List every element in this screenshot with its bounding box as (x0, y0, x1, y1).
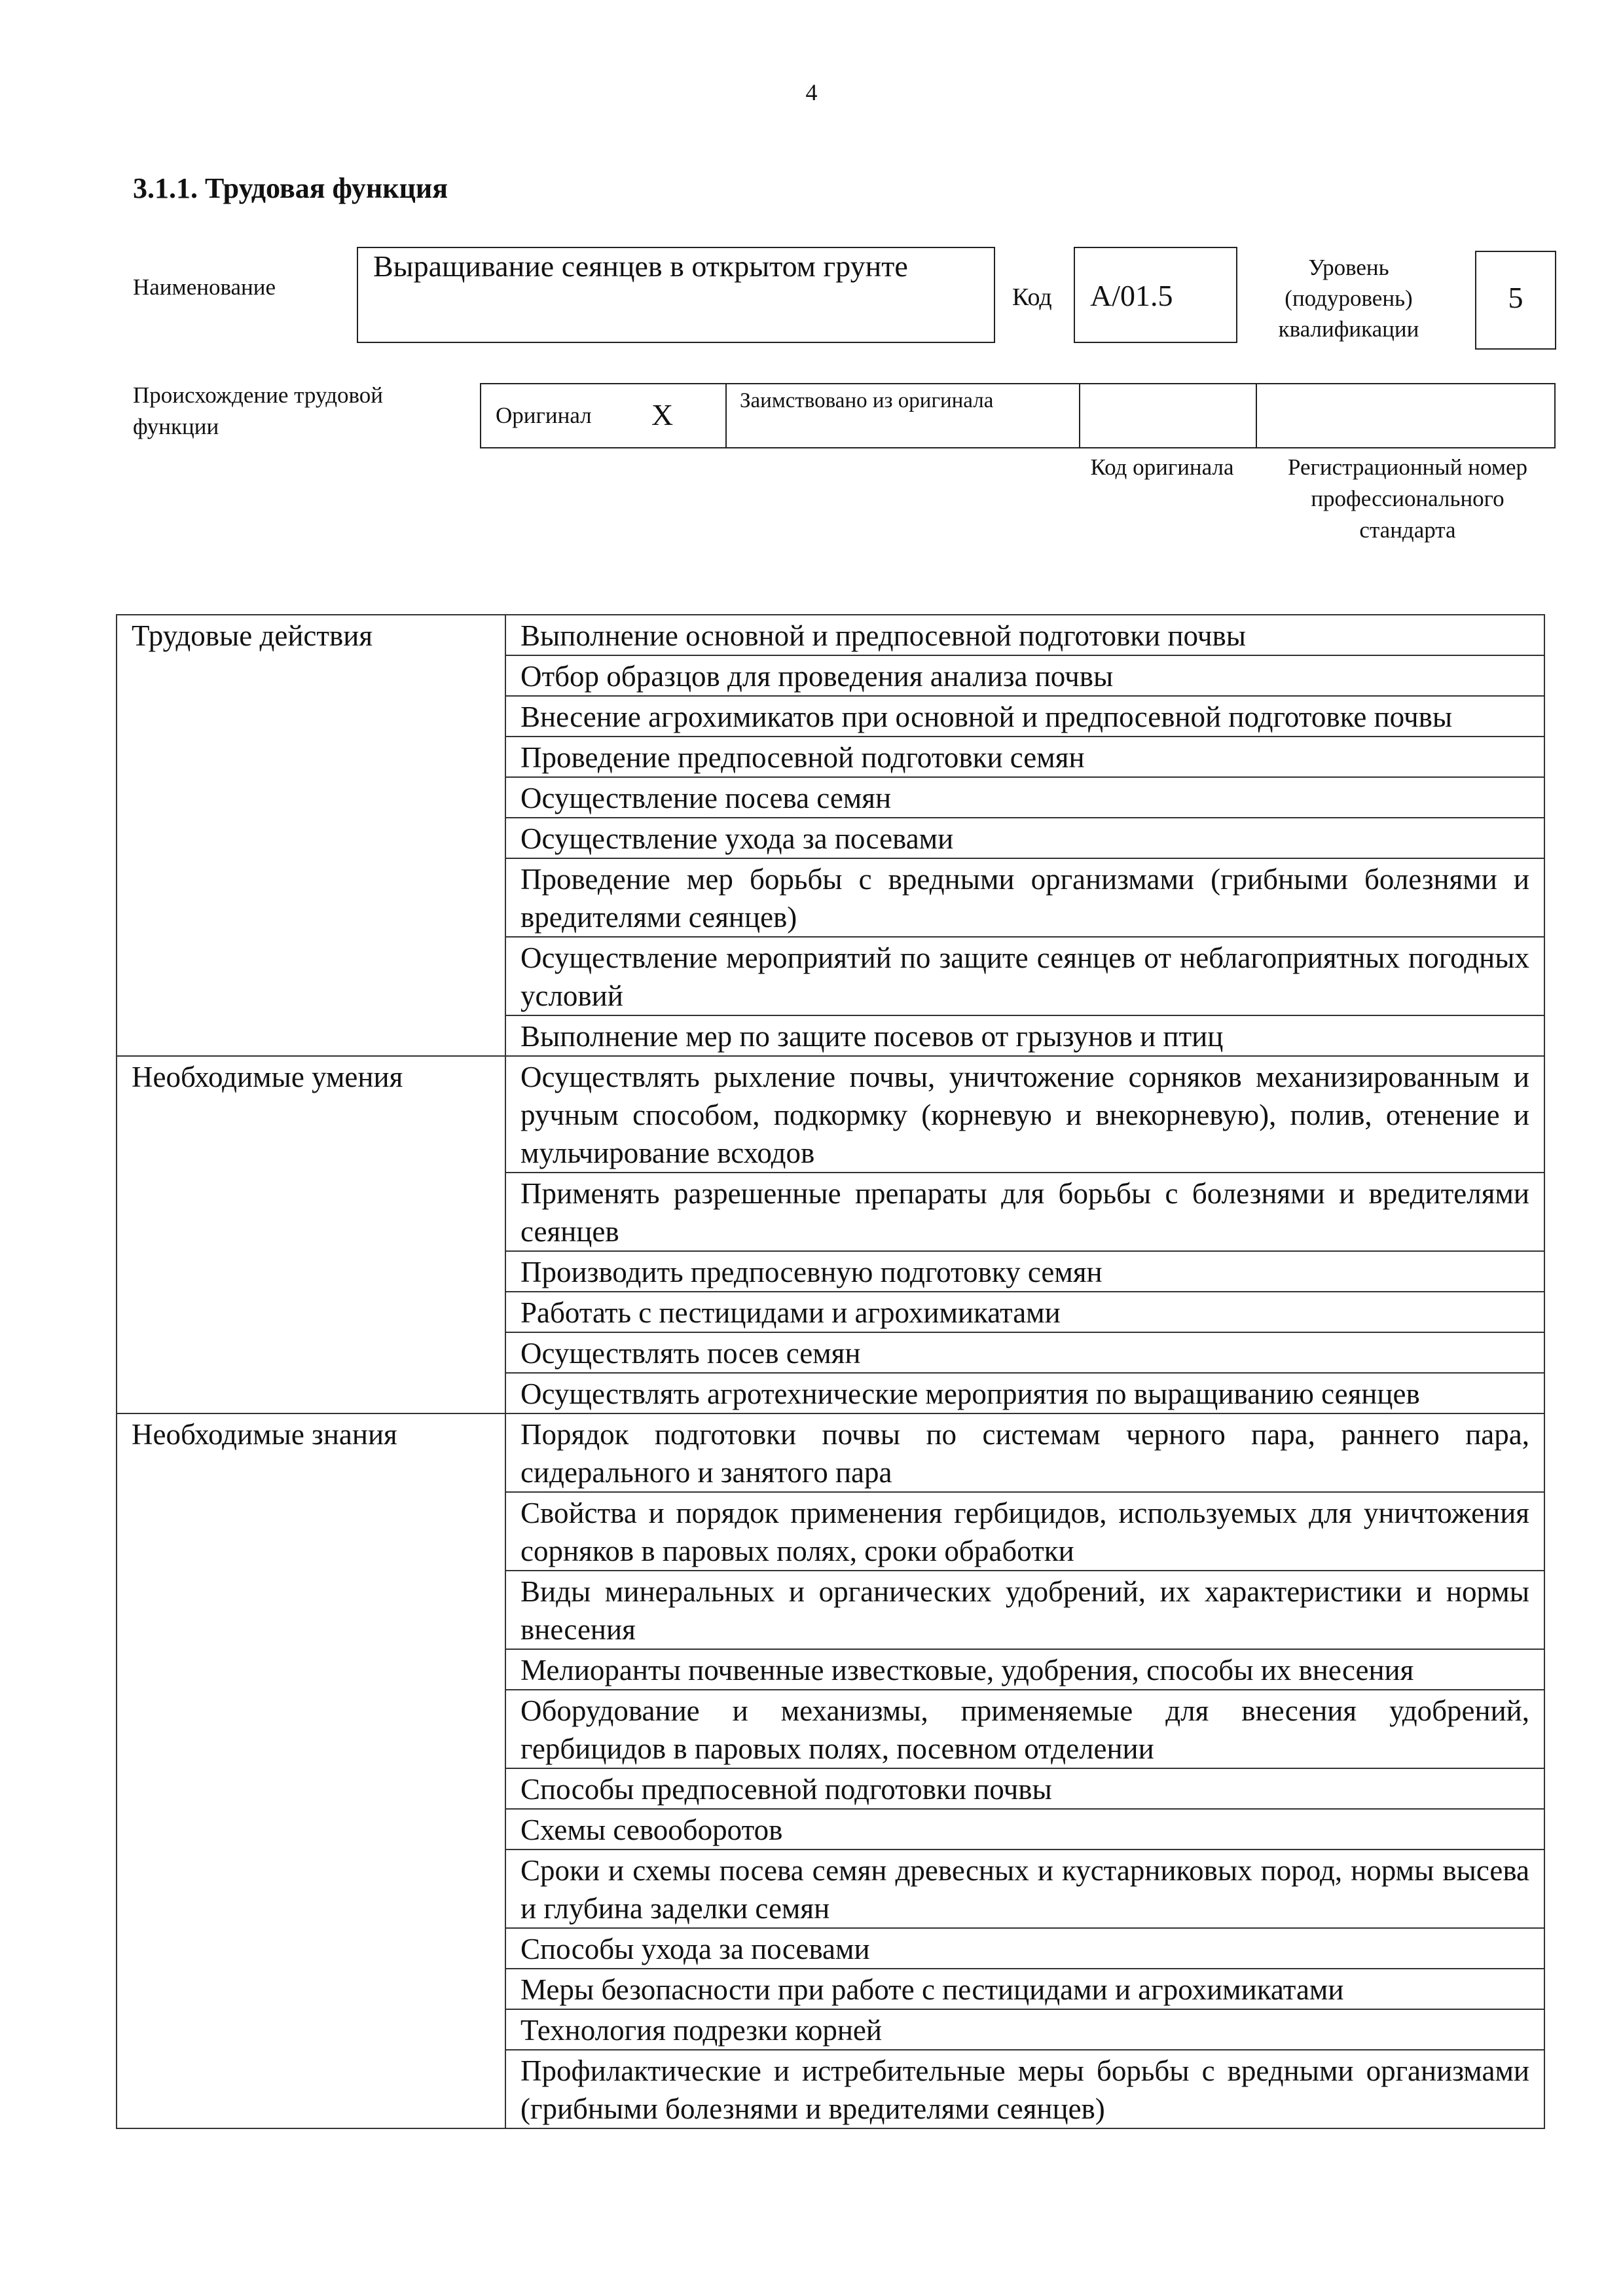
item-cell: Осуществление посева семян (505, 777, 1544, 818)
origin-code-cell (1079, 383, 1256, 448)
item-cell: Работать с пестицидами и агрохимикатами (505, 1292, 1544, 1332)
origin-label: Происхождение трудовой функции (133, 382, 384, 439)
item-cell: Мелиоранты почвенные известковые, удобрения, способы их внесения (505, 1649, 1544, 1690)
origin-table (480, 383, 1556, 448)
code-label: Код (1012, 283, 1052, 311)
code-value: А/01.5 (1090, 279, 1173, 312)
item-cell: Выполнение основной и предпосевной подготовки почвы (505, 615, 1544, 655)
level-value: 5 (1508, 281, 1523, 314)
table-row (117, 1413, 1544, 1492)
origin-reg-number-cell (1256, 383, 1556, 448)
section-title: 3.1.1. Трудовая функция (133, 172, 448, 204)
item-cell: Схемы севооборотов (505, 1809, 1544, 1850)
category-cell: Необходимые знания (117, 1413, 505, 2128)
item-cell: Профилактические и истребительные меры борьбы с вредными организмами (грибными болезнями и вредителями сеянцев) (505, 2050, 1544, 2128)
level-label: Уровень (подуровень) квалификации (1278, 255, 1419, 342)
item-cell: Виды минеральных и органических удобрений, их характеристики и нормы внесения (505, 1571, 1544, 1649)
item-cell: Осуществление мероприятий по защите сеянцев от неблагоприятных погодных условий (505, 937, 1544, 1015)
labor-function-table (116, 614, 1545, 2129)
name-value: Выращивание сеянцев в открытом грунте (373, 249, 908, 283)
item-cell: Свойства и порядок применения гербицидов, используемых для уничтожения сорняков в паровых полях, сроки обработки (505, 1492, 1544, 1571)
item-cell: Внесение агрохимикатов при основной и предпосевной подготовке почвы (505, 696, 1544, 737)
origin-original-cell (480, 383, 725, 448)
original-label: Оригинал (496, 403, 592, 428)
item-cell: Проведение предпосевной подготовки семян (505, 737, 1544, 777)
item-cell: Осуществлять рыхление почвы, уничтожение сорняков механизированным и ручным способом, подкормку (корневую и внекорневую), полив, отенение и мульчирование всходов (505, 1056, 1544, 1173)
item-cell: Сроки и схемы посева семян древесных и кустарниковых пород, нормы высева и глубина заделки семян (505, 1850, 1544, 1928)
table-row (117, 1056, 1544, 1173)
reg-number-caption: Регистрационный номер профессионального стандарта (1287, 454, 1528, 543)
name-label: Наименование (133, 274, 276, 300)
origin-borrowed-cell (725, 383, 1079, 448)
original-mark: Х (651, 398, 674, 431)
category-cell: Трудовые действия (117, 615, 505, 1056)
item-cell: Оборудование и механизмы, применяемые для внесения удобрений, гербицидов в паровых полях, посевном отделении (505, 1690, 1544, 1768)
item-cell: Применять разрешенные препараты для борьбы с болезнями и вредителями сеянцев (505, 1173, 1544, 1251)
item-cell: Способы ухода за посевами (505, 1928, 1544, 1969)
borrowed-label: Заимствовано из оригинала (740, 389, 994, 412)
item-cell: Технология подрезки корней (505, 2009, 1544, 2050)
item-cell: Отбор образцов для проведения анализа почвы (505, 655, 1544, 696)
item-cell: Производить предпосевную подготовку семян (505, 1251, 1544, 1292)
item-cell: Осуществлять агротехнические мероприятия по выращиванию сеянцев (505, 1373, 1544, 1413)
category-cell: Необходимые умения (117, 1056, 505, 1413)
item-cell: Меры безопасности при работе с пестицидами и агрохимикатами (505, 1969, 1544, 2009)
code-original-caption: Код оригинала (1090, 454, 1234, 480)
item-cell: Порядок подготовки почвы по системам черного пара, раннего пара, сидерального и занятого пара (505, 1413, 1544, 1492)
item-cell: Осуществлять посев семян (505, 1332, 1544, 1373)
item-cell: Проведение мер борьбы с вредными организмами (грибными болезнями и вредителями сеянцев) (505, 858, 1544, 937)
page-number: 4 (805, 79, 818, 105)
item-cell: Способы предпосевной подготовки почвы (505, 1768, 1544, 1809)
labor-function-table-body (117, 615, 1544, 2128)
item-cell: Осуществление ухода за посевами (505, 818, 1544, 858)
table-row (117, 615, 1544, 655)
item-cell: Выполнение мер по защите посевов от грызунов и птиц (505, 1015, 1544, 1056)
